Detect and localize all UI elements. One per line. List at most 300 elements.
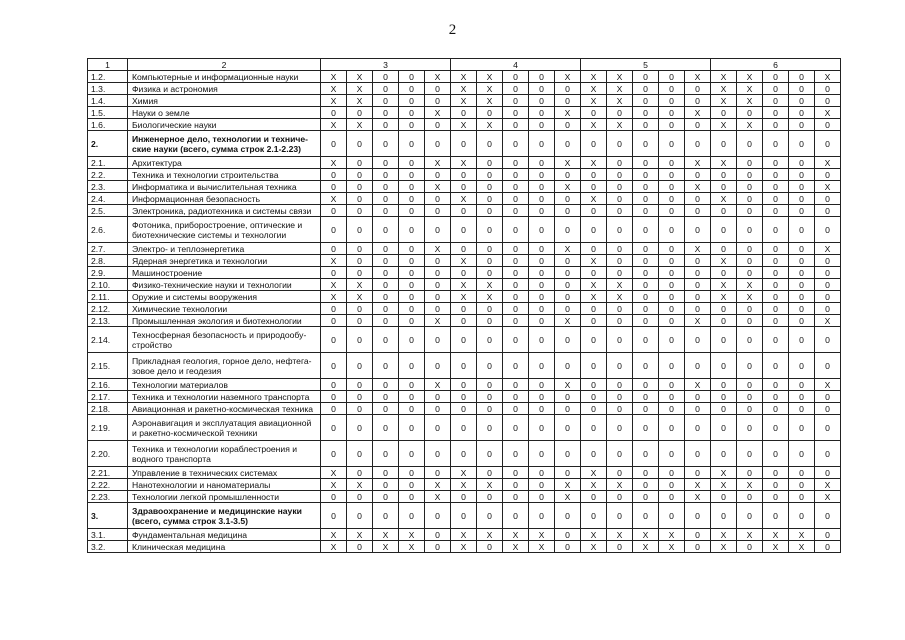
value-cell: 0 bbox=[789, 303, 815, 315]
value-cell: 0 bbox=[425, 303, 451, 315]
value-cell: X bbox=[685, 315, 711, 327]
value-cell: 0 bbox=[659, 491, 685, 503]
value-cell: 0 bbox=[321, 391, 347, 403]
table-row bbox=[88, 255, 841, 267]
value-cell: X bbox=[451, 291, 477, 303]
value-cell: 0 bbox=[633, 279, 659, 291]
row-name: Машиностроение bbox=[128, 267, 321, 279]
value-cell: 0 bbox=[529, 71, 555, 83]
value-cell: 0 bbox=[685, 205, 711, 217]
value-cell: 0 bbox=[581, 169, 607, 181]
table-row bbox=[88, 467, 841, 479]
value-cell: X bbox=[581, 279, 607, 291]
value-cell: 0 bbox=[789, 181, 815, 193]
value-cell: 0 bbox=[321, 217, 347, 243]
value-cell: X bbox=[321, 467, 347, 479]
value-cell: 0 bbox=[789, 193, 815, 205]
value-cell: 0 bbox=[737, 491, 763, 503]
value-cell: 0 bbox=[373, 193, 399, 205]
value-cell: 0 bbox=[659, 479, 685, 491]
value-cell: 0 bbox=[529, 503, 555, 529]
value-cell: 0 bbox=[633, 353, 659, 379]
value-cell: 0 bbox=[555, 415, 581, 441]
value-cell: 0 bbox=[555, 131, 581, 157]
value-cell: 0 bbox=[685, 353, 711, 379]
value-cell: 0 bbox=[659, 119, 685, 131]
value-cell: 0 bbox=[503, 303, 529, 315]
value-cell: X bbox=[711, 95, 737, 107]
value-cell: 0 bbox=[321, 169, 347, 181]
value-cell: 0 bbox=[659, 181, 685, 193]
value-cell: X bbox=[425, 379, 451, 391]
value-cell: 0 bbox=[607, 217, 633, 243]
value-cell: 0 bbox=[789, 479, 815, 491]
value-cell: X bbox=[477, 479, 503, 491]
row-number: 1.3. bbox=[88, 83, 128, 95]
value-cell: 0 bbox=[399, 71, 425, 83]
value-cell: 0 bbox=[815, 83, 841, 95]
value-cell: 0 bbox=[425, 169, 451, 181]
value-cell: X bbox=[711, 83, 737, 95]
value-cell: X bbox=[451, 279, 477, 291]
value-cell: X bbox=[321, 529, 347, 541]
value-cell: 0 bbox=[607, 243, 633, 255]
value-cell: 0 bbox=[659, 291, 685, 303]
value-cell: 0 bbox=[711, 169, 737, 181]
value-cell: X bbox=[659, 529, 685, 541]
value-cell: X bbox=[451, 71, 477, 83]
table-row bbox=[88, 353, 841, 379]
row-number: 2.9. bbox=[88, 267, 128, 279]
value-cell: X bbox=[425, 491, 451, 503]
value-cell: 0 bbox=[321, 441, 347, 467]
row-number: 2.16. bbox=[88, 379, 128, 391]
value-cell: 0 bbox=[477, 217, 503, 243]
value-cell: 0 bbox=[659, 327, 685, 353]
value-cell: X bbox=[373, 529, 399, 541]
value-cell: 0 bbox=[451, 315, 477, 327]
value-cell: 0 bbox=[555, 503, 581, 529]
value-cell: 0 bbox=[659, 403, 685, 415]
row-name: Фундаментальная медицина bbox=[128, 529, 321, 541]
value-cell: 0 bbox=[659, 255, 685, 267]
value-cell: 0 bbox=[737, 217, 763, 243]
value-cell: 0 bbox=[451, 303, 477, 315]
value-cell: 0 bbox=[451, 491, 477, 503]
value-cell: 0 bbox=[477, 353, 503, 379]
value-cell: 0 bbox=[321, 403, 347, 415]
value-cell: 0 bbox=[737, 205, 763, 217]
value-cell: 0 bbox=[503, 83, 529, 95]
value-cell: X bbox=[685, 243, 711, 255]
value-cell: 0 bbox=[789, 415, 815, 441]
value-cell: 0 bbox=[633, 181, 659, 193]
value-cell: 0 bbox=[425, 279, 451, 291]
row-name: Здравоохранение и медицинские науки (всего, сумма строк 3.1-3.5) bbox=[128, 503, 321, 529]
table-row bbox=[88, 391, 841, 403]
value-cell: 0 bbox=[789, 83, 815, 95]
value-cell: 0 bbox=[373, 391, 399, 403]
value-cell: 0 bbox=[581, 415, 607, 441]
value-cell: 0 bbox=[399, 205, 425, 217]
value-cell: 0 bbox=[815, 131, 841, 157]
value-cell: 0 bbox=[737, 181, 763, 193]
value-cell: 0 bbox=[529, 107, 555, 119]
row-name: Архитектура bbox=[128, 157, 321, 169]
value-cell: X bbox=[477, 71, 503, 83]
row-name: Техника и технологии строительства bbox=[128, 169, 321, 181]
value-cell: 0 bbox=[763, 95, 789, 107]
value-cell: 0 bbox=[503, 217, 529, 243]
value-cell: 0 bbox=[399, 255, 425, 267]
value-cell: 0 bbox=[503, 71, 529, 83]
value-cell: 0 bbox=[633, 441, 659, 467]
value-cell: 0 bbox=[347, 541, 373, 553]
value-cell: 0 bbox=[763, 181, 789, 193]
value-cell: 0 bbox=[503, 353, 529, 379]
value-cell: 0 bbox=[529, 327, 555, 353]
value-cell: 0 bbox=[815, 353, 841, 379]
table-row bbox=[88, 303, 841, 315]
value-cell: 0 bbox=[347, 441, 373, 467]
value-cell: 0 bbox=[503, 119, 529, 131]
value-cell: 0 bbox=[321, 205, 347, 217]
table-row bbox=[88, 315, 841, 327]
value-cell: 0 bbox=[633, 403, 659, 415]
row-name: Ядерная энергетика и технологии bbox=[128, 255, 321, 267]
value-cell: 0 bbox=[633, 503, 659, 529]
value-cell: 0 bbox=[503, 205, 529, 217]
value-cell: 0 bbox=[373, 441, 399, 467]
value-cell: 0 bbox=[607, 391, 633, 403]
value-cell: 0 bbox=[789, 391, 815, 403]
value-cell: 0 bbox=[711, 205, 737, 217]
value-cell: 0 bbox=[529, 491, 555, 503]
value-cell: 0 bbox=[737, 467, 763, 479]
value-cell: 0 bbox=[555, 169, 581, 181]
value-cell: 0 bbox=[555, 205, 581, 217]
value-cell: 0 bbox=[347, 315, 373, 327]
row-number: 2.12. bbox=[88, 303, 128, 315]
table-row bbox=[88, 529, 841, 541]
value-cell: X bbox=[503, 541, 529, 553]
value-cell: 0 bbox=[581, 217, 607, 243]
value-cell: X bbox=[607, 71, 633, 83]
value-cell: X bbox=[321, 279, 347, 291]
value-cell: X bbox=[373, 541, 399, 553]
value-cell: 0 bbox=[607, 379, 633, 391]
value-cell: X bbox=[815, 315, 841, 327]
value-cell: 0 bbox=[581, 353, 607, 379]
row-name: Электроника, радиотехника и системы связи bbox=[128, 205, 321, 217]
value-cell: 0 bbox=[763, 327, 789, 353]
header-cell: 3 bbox=[321, 59, 451, 71]
value-cell: 0 bbox=[529, 353, 555, 379]
row-number: 1.5. bbox=[88, 107, 128, 119]
value-cell: 0 bbox=[451, 217, 477, 243]
value-cell: 0 bbox=[373, 169, 399, 181]
value-cell: 0 bbox=[685, 217, 711, 243]
value-cell: 0 bbox=[347, 403, 373, 415]
value-cell: 0 bbox=[373, 217, 399, 243]
value-cell: 0 bbox=[555, 291, 581, 303]
row-name: Биологические науки bbox=[128, 119, 321, 131]
value-cell: 0 bbox=[789, 119, 815, 131]
value-cell: 0 bbox=[529, 315, 555, 327]
value-cell: 0 bbox=[347, 327, 373, 353]
value-cell: X bbox=[347, 71, 373, 83]
value-cell: 0 bbox=[477, 267, 503, 279]
value-cell: 0 bbox=[425, 255, 451, 267]
value-cell: 0 bbox=[633, 243, 659, 255]
value-cell: 0 bbox=[347, 181, 373, 193]
value-cell: 0 bbox=[503, 279, 529, 291]
row-number: 2.14. bbox=[88, 327, 128, 353]
value-cell: 0 bbox=[763, 119, 789, 131]
table-row bbox=[88, 71, 841, 83]
row-name: Физика и астрономия bbox=[128, 83, 321, 95]
value-cell: X bbox=[451, 157, 477, 169]
value-cell: 0 bbox=[477, 193, 503, 205]
value-cell: X bbox=[555, 107, 581, 119]
value-cell: 0 bbox=[815, 205, 841, 217]
value-cell: 0 bbox=[347, 255, 373, 267]
value-cell: 0 bbox=[399, 315, 425, 327]
row-number: 2.8. bbox=[88, 255, 128, 267]
value-cell: 0 bbox=[529, 119, 555, 131]
value-cell: 0 bbox=[737, 107, 763, 119]
value-cell: 0 bbox=[659, 303, 685, 315]
value-cell: 0 bbox=[529, 303, 555, 315]
value-cell: 0 bbox=[607, 415, 633, 441]
value-cell: 0 bbox=[763, 255, 789, 267]
row-name: Компьютерные и информационные науки bbox=[128, 71, 321, 83]
value-cell: 0 bbox=[529, 403, 555, 415]
value-cell: 0 bbox=[815, 327, 841, 353]
value-cell: 0 bbox=[685, 83, 711, 95]
value-cell: 0 bbox=[581, 491, 607, 503]
table-row bbox=[88, 503, 841, 529]
value-cell: 0 bbox=[399, 291, 425, 303]
row-name: Авиационная и ракетно-космическая техника bbox=[128, 403, 321, 415]
value-cell: X bbox=[737, 479, 763, 491]
value-cell: 0 bbox=[347, 243, 373, 255]
row-name: Науки о земле bbox=[128, 107, 321, 119]
value-cell: 0 bbox=[321, 303, 347, 315]
value-cell: X bbox=[685, 491, 711, 503]
value-cell: 0 bbox=[373, 291, 399, 303]
value-cell: 0 bbox=[737, 379, 763, 391]
value-cell: 0 bbox=[529, 131, 555, 157]
value-cell: 0 bbox=[711, 503, 737, 529]
value-cell: X bbox=[685, 181, 711, 193]
value-cell: X bbox=[581, 95, 607, 107]
value-cell: 0 bbox=[373, 95, 399, 107]
value-cell: 0 bbox=[477, 255, 503, 267]
value-cell: 0 bbox=[399, 217, 425, 243]
value-cell: 0 bbox=[659, 467, 685, 479]
table-row bbox=[88, 267, 841, 279]
value-cell: 0 bbox=[659, 217, 685, 243]
row-number: 2.15. bbox=[88, 353, 128, 379]
row-number: 1.6. bbox=[88, 119, 128, 131]
value-cell: 0 bbox=[425, 193, 451, 205]
value-cell: 0 bbox=[399, 441, 425, 467]
value-cell: 0 bbox=[711, 131, 737, 157]
value-cell: 0 bbox=[789, 157, 815, 169]
value-cell: 0 bbox=[685, 467, 711, 479]
value-cell: 0 bbox=[711, 491, 737, 503]
value-cell: 0 bbox=[815, 291, 841, 303]
value-cell: X bbox=[737, 83, 763, 95]
value-cell: 0 bbox=[711, 303, 737, 315]
value-cell: 0 bbox=[763, 353, 789, 379]
value-cell: X bbox=[737, 95, 763, 107]
value-cell: X bbox=[477, 529, 503, 541]
row-name: Технологии легкой промышленности bbox=[128, 491, 321, 503]
value-cell: 0 bbox=[763, 71, 789, 83]
value-cell: 0 bbox=[633, 303, 659, 315]
value-cell: X bbox=[555, 157, 581, 169]
value-cell: 0 bbox=[659, 415, 685, 441]
value-cell: 0 bbox=[373, 491, 399, 503]
value-cell: 0 bbox=[633, 315, 659, 327]
table-row bbox=[88, 379, 841, 391]
value-cell: 0 bbox=[633, 193, 659, 205]
value-cell: 0 bbox=[659, 441, 685, 467]
value-cell: 0 bbox=[347, 391, 373, 403]
row-number: 2.1. bbox=[88, 157, 128, 169]
value-cell: 0 bbox=[633, 119, 659, 131]
value-cell: 0 bbox=[633, 467, 659, 479]
value-cell: 0 bbox=[789, 353, 815, 379]
value-cell: 0 bbox=[789, 315, 815, 327]
value-cell: X bbox=[711, 157, 737, 169]
value-cell: 0 bbox=[529, 441, 555, 467]
value-cell: X bbox=[425, 71, 451, 83]
value-cell: X bbox=[425, 181, 451, 193]
value-cell: 0 bbox=[477, 491, 503, 503]
value-cell: X bbox=[581, 291, 607, 303]
value-cell: 0 bbox=[737, 353, 763, 379]
header-cell: 4 bbox=[451, 59, 581, 71]
value-cell: 0 bbox=[607, 267, 633, 279]
value-cell: 0 bbox=[633, 71, 659, 83]
value-cell: 0 bbox=[529, 193, 555, 205]
value-cell: X bbox=[737, 71, 763, 83]
value-cell: 0 bbox=[451, 379, 477, 391]
row-number: 2.10. bbox=[88, 279, 128, 291]
table-row bbox=[88, 181, 841, 193]
value-cell: X bbox=[711, 479, 737, 491]
value-cell: 0 bbox=[555, 391, 581, 403]
value-cell: 0 bbox=[789, 291, 815, 303]
value-cell: 0 bbox=[581, 267, 607, 279]
value-cell: 0 bbox=[607, 193, 633, 205]
value-cell: 0 bbox=[477, 181, 503, 193]
row-name: Оружие и системы вооружения bbox=[128, 291, 321, 303]
value-cell: 0 bbox=[321, 327, 347, 353]
value-cell: X bbox=[607, 119, 633, 131]
value-cell: 0 bbox=[451, 205, 477, 217]
value-cell: X bbox=[737, 119, 763, 131]
value-cell: 0 bbox=[763, 315, 789, 327]
value-cell: 0 bbox=[789, 205, 815, 217]
value-cell: 0 bbox=[477, 131, 503, 157]
value-cell: 0 bbox=[633, 491, 659, 503]
value-cell: 0 bbox=[373, 157, 399, 169]
value-cell: 0 bbox=[347, 415, 373, 441]
value-cell: 0 bbox=[347, 353, 373, 379]
value-cell: 0 bbox=[425, 205, 451, 217]
value-cell: 0 bbox=[555, 95, 581, 107]
table-row bbox=[88, 131, 841, 157]
value-cell: 0 bbox=[607, 181, 633, 193]
row-number: 2.18. bbox=[88, 403, 128, 415]
value-cell: 0 bbox=[555, 193, 581, 205]
value-cell: 0 bbox=[607, 353, 633, 379]
row-number: 2.17. bbox=[88, 391, 128, 403]
table-row bbox=[88, 327, 841, 353]
value-cell: X bbox=[529, 529, 555, 541]
value-cell: 0 bbox=[659, 83, 685, 95]
value-cell: 0 bbox=[607, 205, 633, 217]
value-cell: 0 bbox=[815, 391, 841, 403]
value-cell: X bbox=[607, 83, 633, 95]
header-cell: 2 bbox=[128, 59, 321, 71]
value-cell: 0 bbox=[347, 107, 373, 119]
value-cell: 0 bbox=[685, 327, 711, 353]
value-cell: 0 bbox=[815, 169, 841, 181]
value-cell: 0 bbox=[685, 391, 711, 403]
value-cell: X bbox=[321, 479, 347, 491]
value-cell: 0 bbox=[633, 169, 659, 181]
value-cell: 0 bbox=[451, 243, 477, 255]
value-cell: 0 bbox=[815, 529, 841, 541]
value-cell: 0 bbox=[529, 95, 555, 107]
value-cell: 0 bbox=[321, 503, 347, 529]
row-name: Аэронавигация и эксплуатация авиационной и ракетно-космической техники bbox=[128, 415, 321, 441]
value-cell: 0 bbox=[685, 541, 711, 553]
value-cell: X bbox=[581, 71, 607, 83]
value-cell: 0 bbox=[399, 467, 425, 479]
value-cell: 0 bbox=[399, 479, 425, 491]
value-cell: 0 bbox=[399, 303, 425, 315]
value-cell: 0 bbox=[763, 479, 789, 491]
value-cell: 0 bbox=[555, 529, 581, 541]
value-cell: X bbox=[607, 95, 633, 107]
value-cell: 0 bbox=[451, 403, 477, 415]
table-row bbox=[88, 243, 841, 255]
value-cell: X bbox=[555, 315, 581, 327]
table-row bbox=[88, 479, 841, 491]
value-cell: 0 bbox=[607, 541, 633, 553]
row-name: Техника и технологии кораблестроения и водного транспорта bbox=[128, 441, 321, 467]
value-cell: 0 bbox=[347, 169, 373, 181]
row-number: 2.21. bbox=[88, 467, 128, 479]
row-name: Нанотехнологии и наноматериалы bbox=[128, 479, 321, 491]
value-cell: 0 bbox=[477, 415, 503, 441]
value-cell: 0 bbox=[347, 467, 373, 479]
value-cell: 0 bbox=[529, 467, 555, 479]
value-cell: X bbox=[581, 255, 607, 267]
value-cell: 0 bbox=[581, 131, 607, 157]
value-cell: 0 bbox=[789, 243, 815, 255]
value-cell: 0 bbox=[321, 107, 347, 119]
value-cell: 0 bbox=[451, 169, 477, 181]
value-cell: 0 bbox=[347, 157, 373, 169]
value-cell: 0 bbox=[789, 217, 815, 243]
